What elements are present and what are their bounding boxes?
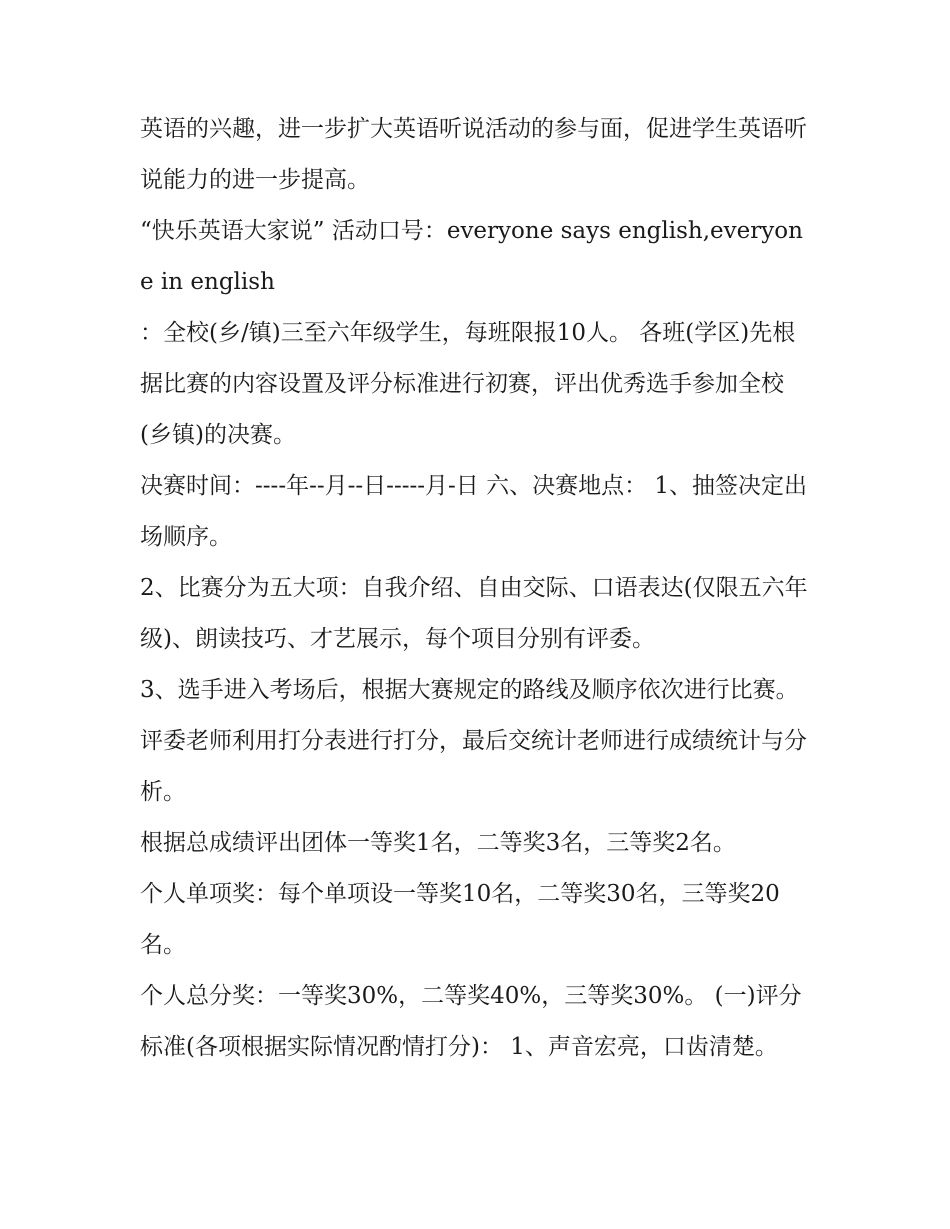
paragraph-participants: ：全校(乡/镇)三至六年级学生，每班限报10人。 各班(学区)先根据比赛的内容设置及评分标准进行初赛，评出优秀选手参加全校(乡镇)的决赛。: [140, 320, 796, 448]
paragraph-competition-items: 2、比赛分为五大项：自我介绍、自由交际、口语表达(仅限五六年级)、朗读技巧、才艺展示，每个项目分别有评委。: [140, 575, 808, 652]
paragraph-team-awards: 根据总成绩评出团体一等奖1名，二等奖3名，三等奖2名。: [140, 830, 736, 856]
paragraph-intro-goal: 英语的兴趣，进一步扩大英语听说活动的参与面，促进学生英语听说能力的进一步提高。: [140, 116, 807, 193]
paragraph-final-time-place: 决赛时间：----年--月--日-----月-日 六、决赛地点： 1、抽签决定出场顺序。: [140, 473, 808, 550]
document-page: [140, 104, 815, 1073]
paragraph-slogan: “快乐英语大家说” 活动口号：everyone says english,everyone in english: [140, 218, 803, 295]
paragraph-exam-process: 3、选手进入考场后，根据大赛规定的路线及顺序依次进行比赛。评委老师利用打分表进行打分，最后交统计老师进行成绩统计与分析。: [140, 677, 807, 805]
paragraph-total-score-awards: 个人总分奖：一等奖30%，二等奖40%，三等奖30%。 (一)评分标准(各项根据实际情况酌情打分)： 1、声音宏亮，口齿清楚。: [140, 983, 802, 1060]
paragraph-individual-item-awards: 个人单项奖：每个单项设一等奖10名，二等奖30名，三等奖20名。: [140, 881, 780, 958]
